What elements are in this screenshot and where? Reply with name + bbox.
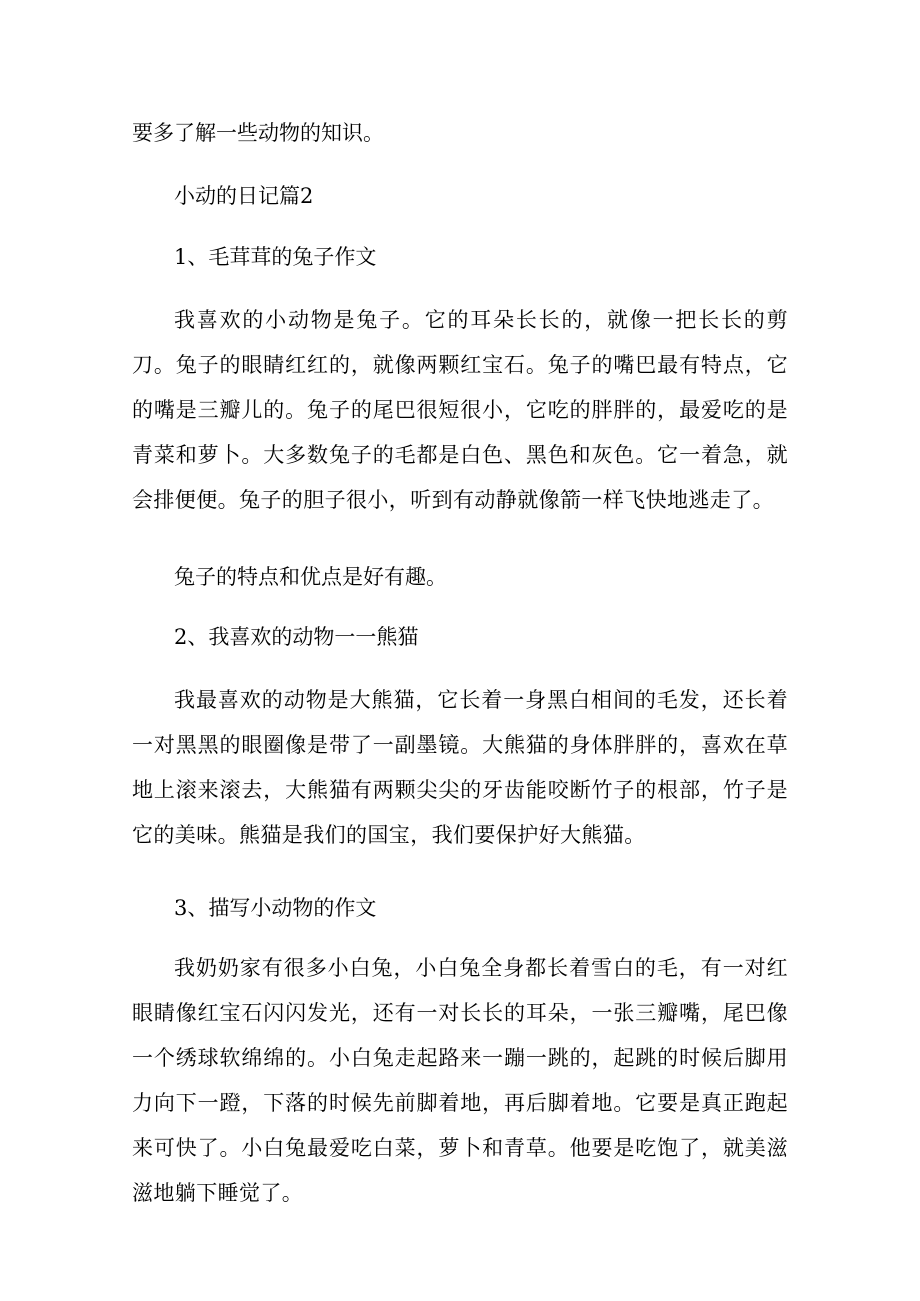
heading-rabbit: 1、毛茸茸的兔子作文: [174, 245, 377, 269]
section-title: 小动的日记篇2: [174, 184, 314, 208]
paragraph-rabbit: 我喜欢的小动物是兔子。它的耳朵长长的，就像一把长长的剪刀。兔子的眼睛红红的，就像两颗红宝石。兔子的嘴巴最有特点，它的嘴是三瓣儿的。兔子的尾巴很短很小，它吃的胖胖的，最爱吃的是青菜和萝卜。大多数兔子的毛都是白色、黑色和灰色。它一着急，就会排便便。兔子的胆子很小，听到有动静就像箭一样飞快地逃走了。: [132, 308, 788, 512]
paragraph-small-animal: 我奶奶家有很多小白兔，小白兔全身都长着雪白的毛，有一对红眼睛像红宝石闪闪发光，还有一对长长的耳朵，一张三瓣嘴，尾巴像一个绣球软绵绵的。小白兔走起路来一蹦一跳的，起跳的时候后脚用力向下一蹬，下落的时候先前脚着地，再后脚着地。它要是真正跑起来可快了。小白兔最爱吃白菜，萝卜和青草。他要是吃饱了，就美滋滋地躺下睡觉了。: [132, 956, 788, 1205]
paragraph-panda: 我最喜欢的动物是大熊猫，它长着一身黑白相间的毛发，还长着一对黑黑的眼圈像是带了一副墨镜。大熊猫的身体胖胖的，喜欢在草地上滚来滚去，大熊猫有两颗尖尖的牙齿能咬断竹子的根部，竹子是它的美味。熊猫是我们的国宝，我们要保护好大熊猫。: [132, 688, 788, 847]
heading-panda: 2、我喜欢的动物一一熊猫: [174, 625, 419, 649]
paragraph-closing-line: 要多了解一些动物的知识。: [132, 121, 384, 145]
paragraph-rabbit-summary: 兔子的特点和优点是好有趣。: [174, 565, 447, 589]
heading-small-animal: 3、描写小动物的作文: [174, 896, 377, 920]
